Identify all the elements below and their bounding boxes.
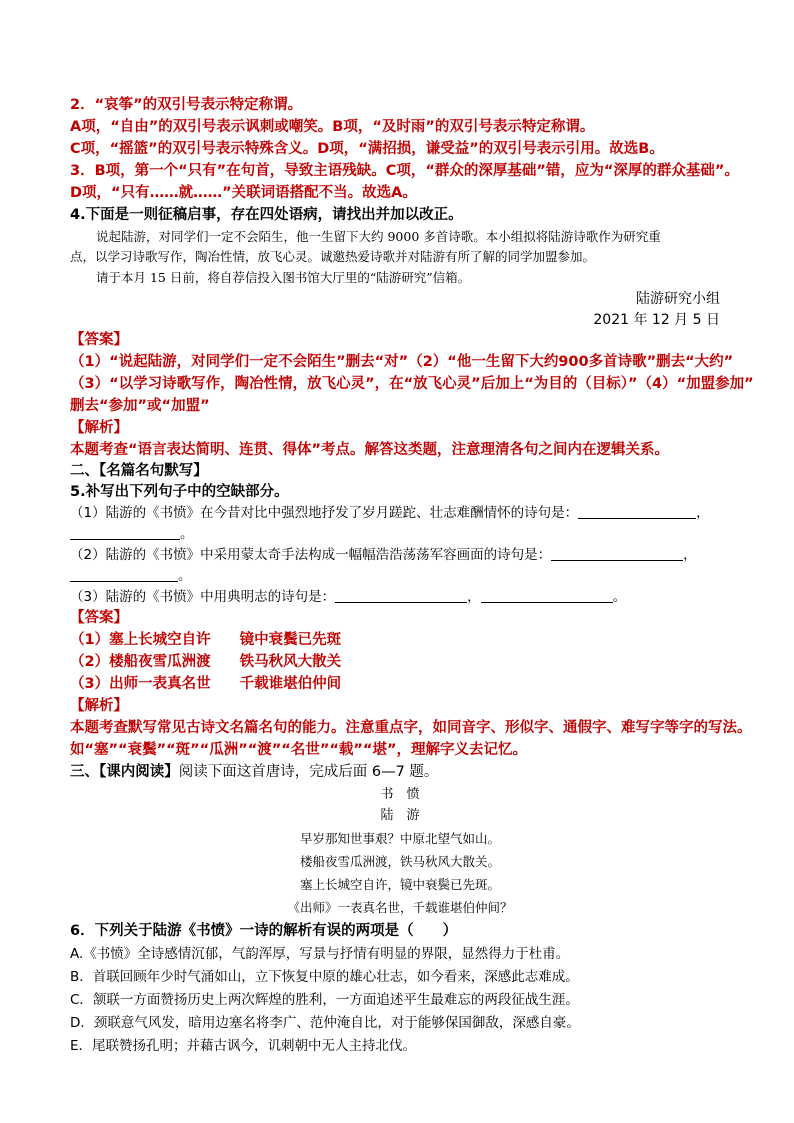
blank-2a[interactable]	[551, 546, 683, 561]
section-3-prefix: 三、【课内阅读】	[70, 764, 179, 780]
fill-item-1-cont	[70, 524, 730, 544]
fill-item-2-text: （2）陆游的《书愤》中采用蒙太奇手法构成一幅幅浩浩荡荡军容画面的诗句是：	[70, 547, 552, 563]
answer-label: 【答案】	[70, 332, 128, 348]
period: 。	[612, 589, 627, 605]
poem-line-1: 早岁那知世事艰？中原北望气如山。	[299, 831, 500, 846]
answer-2: 2．“哀筝”的双引号表示特定称谓。	[70, 97, 303, 113]
fill-item-3	[70, 587, 730, 607]
answer-3-line1: 3．B项，第一个“只有”在句首，导致主语残缺。C项，“群众的深厚基础”错，应为“深厚的群众基础”。	[70, 163, 739, 179]
analysis-5-line1: 本题考查默写常见古诗文名篇名句的能力。注意重点字，如同音字、形似字、通假字、难写字等字的写法。	[70, 720, 752, 736]
section-3-instruction: 阅读下面这首唐诗，完成后面 6—7 题。	[178, 764, 439, 780]
question-6-stem: 6．下列关于陆游《书愤》一诗的解析有误的两项是（ ）	[70, 923, 458, 939]
notice-date: 2021 年 12 月 5 日	[593, 312, 720, 328]
poem-title: 书 愤	[380, 787, 420, 802]
fill-item-1-text: （1）陆游的《书愤》在今昔对比中强烈地抒发了岁月蹉跎、壮志难酬情怀的诗句是：	[70, 505, 579, 521]
answer-5-2: （2）楼船夜雪瓜洲渡 铁马秋风大散关	[70, 654, 342, 670]
answer-4-line1: （1）“说起陆游，对同学们一定不会陌生”删去“对”（2）“他一生留下大约900多首诗歌”删去“大约”	[70, 354, 734, 370]
option-d[interactable]: D．颈联意气风发，暗用边塞名将李广、范仲淹自比，对于能够保国御敌，深感自豪。	[70, 1015, 580, 1031]
answer-2-cd: C项，“摇篮”的双引号表示特殊含义。D项，“满招损，谦受益”的双引号表示引用。故选B。	[70, 141, 664, 157]
answer-label: 【答案】	[70, 610, 128, 626]
question-4-stem: 4.下面是一则征稿启事，存在四处语病，请找出并加以改正。	[70, 207, 463, 223]
fill-item-1	[70, 503, 730, 523]
comma: ，	[467, 589, 481, 605]
notice-signer: 陆游研究小组	[636, 291, 720, 307]
answer-5-1: （1）塞上长城空自许 镜中衰鬓已先斑	[70, 632, 342, 648]
option-a[interactable]: A.《书愤》全诗感情沉郁，气韵浑厚，写景与抒情有明显的界限，显然得力于杜甫。	[70, 946, 570, 962]
analysis-5-line2: 如“塞”“衰鬓”“斑”“瓜洲”“渡”“名世”“载”“堪”，理解字义去记忆。	[70, 742, 527, 758]
analysis-label: 【解析】	[70, 698, 128, 714]
option-b[interactable]: B．首联回顾年少时气涌如山，立下恢复中原的雄心壮志，如今看来，深感此志难成。	[70, 969, 579, 985]
poem-author: 陆 游	[380, 808, 420, 823]
fill-item-3-text: （3）陆游的《书愤》中用典明志的诗句是：	[70, 589, 336, 605]
notice-line-2: 点，以学习诗歌写作，陶冶性情，放飞心灵。诚邀热爱诗歌并对陆游有所了解的同学加盟参加。	[70, 249, 596, 264]
section-3-title	[70, 762, 730, 782]
fill-item-2	[70, 545, 730, 565]
analysis-4: 本题考查“语言表达简明、连贯、得体”考点。解答这类题，注意理清各句之间内在逻辑关系。	[70, 442, 670, 458]
answer-4-line3: 删去“参加”或“加盟”	[70, 398, 210, 414]
analysis-label: 【解析】	[70, 420, 128, 436]
answer-5-3: （3）出师一表真名世 千载谁堪伯仲间	[70, 676, 342, 692]
comma: ，	[696, 505, 710, 521]
poem-line-4: 《出师》一表真名世，千载谁堪伯仲间？	[287, 900, 513, 915]
fill-item-2-cont	[70, 566, 730, 586]
blank-1a[interactable]	[578, 504, 696, 519]
option-c[interactable]: C．颔联一方面赞扬历史上两次辉煌的胜利，一方面追述平生最难忘的两段征战生涯。	[70, 992, 579, 1008]
answer-4-line2: （3）“以学习诗歌写作，陶冶性情，放飞心灵”，在“放飞心灵”后加上“为目的（目标）”（4）“加盟参加”	[70, 376, 754, 392]
blank-3a[interactable]	[335, 588, 467, 603]
period: 。	[178, 568, 192, 584]
notice-line-1: 说起陆游，对同学们一定不会陌生，他一生留下大约 9000 多首诗歌。本小组拟将陆游诗歌作为研究重	[96, 229, 661, 244]
answer-2-ab: A项，“自由”的双引号表示讽刺或嘲笑。B项，“及时雨”的双引号表示特定称谓。	[70, 119, 595, 135]
section-2-title: 二、【名篇名句默写】	[70, 463, 208, 479]
option-e[interactable]: E．尾联赞扬孔明；并藉古讽今，讥刺朝中无人主持北伐。	[70, 1038, 417, 1054]
question-5-stem: 5.补写出下列句子中的空缺部分。	[70, 484, 289, 500]
blank-3b[interactable]	[481, 588, 613, 603]
period: 。	[180, 526, 194, 542]
blank-1b[interactable]	[70, 525, 180, 540]
notice-line-3: 请于本月 15 日前，将自荐信投入图书馆大厅里的“陆游研究”信箱。	[96, 270, 471, 285]
poem-line-2: 楼船夜雪瓜洲渡，铁马秋风大散关。	[299, 854, 500, 869]
blank-2b[interactable]	[70, 567, 178, 582]
poem-line-3: 塞上长城空自许，镜中衰鬓已先斑。	[299, 877, 500, 892]
answer-3-line2: D项，“只有……就……”关联词语搭配不当。故选A。	[70, 185, 417, 201]
comma: ，	[683, 547, 697, 563]
